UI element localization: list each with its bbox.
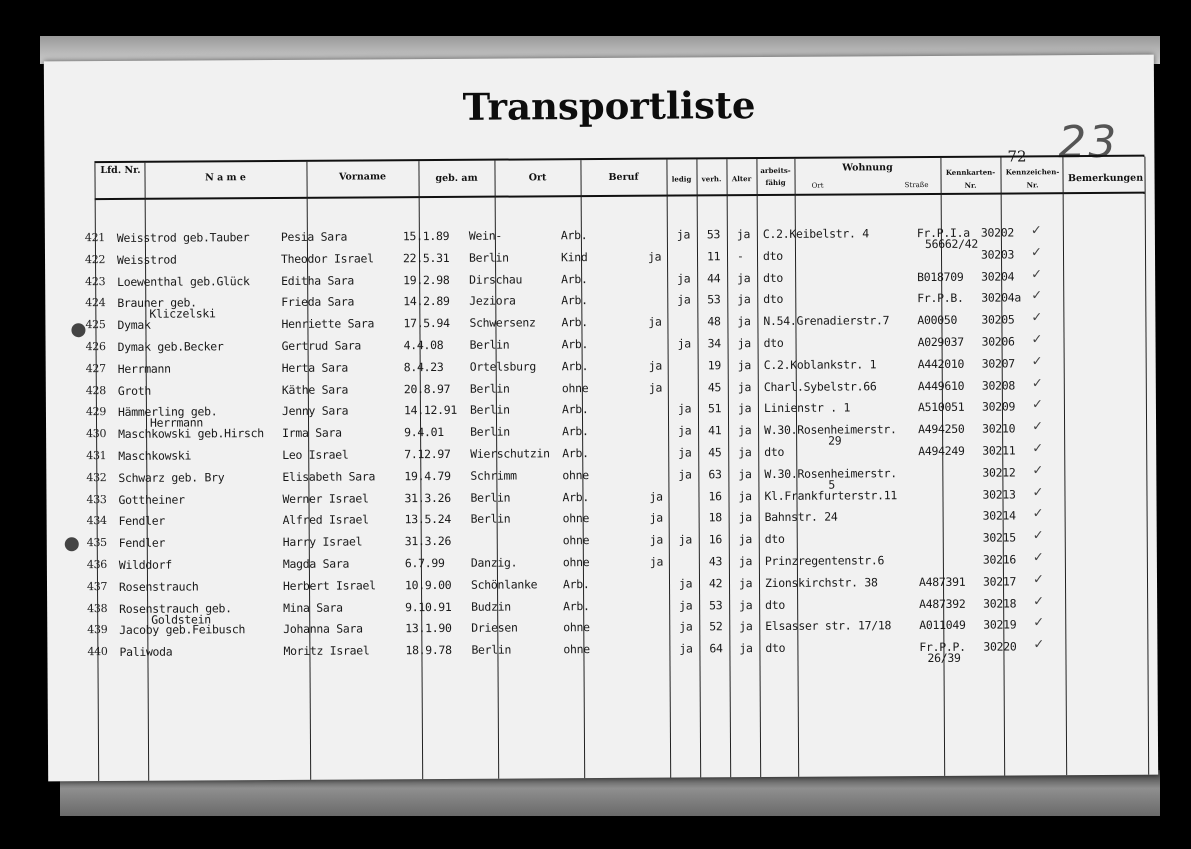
wohnung-cell: dto bbox=[764, 532, 785, 547]
wohnung-cell: dto bbox=[762, 248, 783, 263]
ort-cell: Berlin bbox=[470, 511, 511, 527]
beruf-cell: ohne bbox=[562, 533, 590, 548]
beruf-cell: ohne bbox=[562, 467, 589, 483]
row-number: 430 bbox=[86, 427, 107, 441]
arbeitsfaehig-cell: ja bbox=[738, 554, 753, 569]
name-cell: Loewenthal geb.Glück bbox=[117, 273, 250, 289]
geb-am-cell: 10.9.00 bbox=[404, 577, 452, 592]
arbeitsfaehig-cell: ja bbox=[738, 423, 752, 438]
kennzeichen-cell: 30215 bbox=[982, 530, 1016, 545]
kennkarten-cell: A029037 bbox=[917, 334, 964, 350]
ort-cell: Danzig. bbox=[470, 555, 518, 570]
arbeitsfaehig-cell: ja bbox=[738, 532, 753, 547]
ort-cell: Schrimm bbox=[470, 468, 517, 483]
name-cell: Maschkowski bbox=[118, 448, 192, 463]
kennzeichen-cell: 30204a bbox=[981, 290, 1022, 306]
row-number: 439 bbox=[87, 623, 108, 637]
row-number: 426 bbox=[85, 340, 106, 354]
check-mark-icon: ✓ bbox=[1031, 397, 1043, 413]
name-cell-cont: Kliczelski bbox=[149, 306, 216, 322]
geb-am-cell: 17.5.94 bbox=[403, 316, 450, 331]
geb-am-cell: 31.3.26 bbox=[404, 534, 452, 549]
beruf-cell: Arb. bbox=[561, 402, 589, 417]
row-number: 431 bbox=[86, 449, 107, 463]
kennkarten-cell: B018709 bbox=[917, 269, 964, 284]
vorname-cell: Käthe Sara bbox=[281, 382, 349, 397]
check-mark-icon: ✓ bbox=[1032, 550, 1044, 566]
wohnung-cell: Bahnstr. 24 bbox=[764, 509, 838, 525]
vorname-cell: Herbert Israel bbox=[282, 578, 376, 593]
check-mark-icon: ✓ bbox=[1032, 419, 1044, 435]
column-divider bbox=[756, 159, 761, 777]
kennkarten-cell: A487392 bbox=[919, 596, 966, 611]
table-top-rule bbox=[94, 155, 1144, 163]
geb-am-cell: 18.9.78 bbox=[405, 643, 452, 658]
vorname-cell: Editha Sara bbox=[281, 273, 355, 288]
name-cell: Fendler bbox=[118, 514, 166, 529]
row-number: 433 bbox=[86, 492, 107, 506]
ledig-cell: ja bbox=[649, 532, 664, 547]
vorname-cell: Gertrud Sara bbox=[281, 338, 362, 353]
verh-cell: ja bbox=[678, 467, 692, 482]
name-cell: Rosenstrauch geb. bbox=[119, 600, 232, 616]
kennzeichen-cell: 30203 bbox=[980, 247, 1015, 262]
ledig-cell: ja bbox=[648, 314, 662, 329]
arbeitsfaehig-cell: ja bbox=[739, 597, 753, 612]
alter-cell: 42 bbox=[708, 576, 723, 591]
alter-cell: 11 bbox=[706, 249, 721, 264]
alter-cell: 34 bbox=[707, 336, 721, 351]
geb-am-cell: 19.2.98 bbox=[403, 272, 450, 287]
name-cell: Hämmerling geb. bbox=[117, 404, 218, 420]
header-geb-am: geb. am bbox=[435, 172, 478, 185]
row-number: 428 bbox=[85, 383, 106, 397]
vorname-cell: Irma Sara bbox=[282, 425, 342, 441]
kennzeichen-cell: 30204 bbox=[981, 269, 1015, 284]
alter-cell: 51 bbox=[707, 401, 722, 416]
beruf-cell: Arb. bbox=[560, 228, 588, 243]
geb-am-cell: 19.4.79 bbox=[404, 468, 451, 483]
kennkarten-cell: A011049 bbox=[919, 618, 966, 633]
wohnung-cell: dto bbox=[765, 597, 786, 612]
wohnung-cell: C.2.Keibelstr. 4 bbox=[762, 226, 869, 242]
arbeitsfaehig-cell: ja bbox=[737, 292, 751, 307]
name-cell: Paliwoda bbox=[119, 644, 173, 660]
page-number: 72 bbox=[1007, 147, 1027, 166]
header-kennzeichen-nr: Kennzeichen-Nr. bbox=[1005, 167, 1060, 190]
vorname-cell: Johanna Sara bbox=[283, 621, 363, 637]
column-divider bbox=[1144, 157, 1149, 775]
header-ledig: ledig bbox=[671, 174, 692, 184]
ort-cell: Berlin bbox=[471, 642, 512, 657]
header-alter: Alter bbox=[731, 174, 752, 184]
ort-cell: Wierschutzin bbox=[470, 446, 550, 461]
ort-cell: Dirschau bbox=[469, 272, 523, 287]
wohnung-cell: Linienstr . 1 bbox=[763, 400, 851, 416]
vorname-cell: Theodor Israel bbox=[280, 251, 374, 266]
wohnung-cell: dto bbox=[763, 270, 784, 285]
arbeitsfaehig-cell: ja bbox=[739, 619, 753, 634]
vorname-cell: Leo Israel bbox=[282, 447, 349, 462]
kennkarten-cell: A00050 bbox=[917, 313, 958, 328]
ort-cell: Berlin bbox=[470, 490, 511, 505]
beruf-cell: ohne bbox=[561, 380, 589, 395]
wohnung-cell: Zionskirchstr. 38 bbox=[764, 575, 878, 590]
ort-cell: Berlin bbox=[469, 381, 510, 396]
kennzeichen-cell: 30209 bbox=[981, 399, 1016, 415]
kennkarten-cell: A487391 bbox=[918, 574, 966, 589]
name-cell: Groth bbox=[117, 383, 151, 398]
vorname-cell: Frieda Sara bbox=[281, 294, 355, 310]
header-beruf: Beruf bbox=[608, 171, 639, 183]
alter-cell: 64 bbox=[709, 641, 723, 656]
wohnung-cell: N.54.Grenadierstr.7 bbox=[763, 313, 890, 329]
geb-am-cell: 9.4.01 bbox=[404, 425, 444, 440]
name-cell-cont: Herrmann bbox=[149, 415, 204, 431]
ort-cell: Berlin bbox=[469, 402, 510, 418]
check-mark-icon: ✓ bbox=[1032, 463, 1044, 479]
name-cell: Herrmann bbox=[117, 361, 171, 376]
ort-cell: Budzin bbox=[471, 599, 511, 614]
kennzeichen-cell: 30220 bbox=[983, 639, 1017, 654]
beruf-cell: ohne bbox=[562, 555, 590, 570]
kennkarten-cell: Fr.P.I.a bbox=[916, 225, 970, 241]
geb-am-cell: 13.5.24 bbox=[404, 512, 452, 527]
geb-am-cell: 7.12.97 bbox=[404, 446, 451, 462]
arbeitsfaehig-cell: ja bbox=[737, 401, 752, 416]
wohnung-cell: W.30.Rosenheimerstr. bbox=[764, 422, 897, 438]
geb-am-cell: 31.3.26 bbox=[404, 490, 451, 505]
name-cell: Rosenstrauch bbox=[118, 579, 199, 594]
row-number: 422 bbox=[84, 252, 106, 266]
header-verh: verh. bbox=[701, 174, 722, 184]
name-cell: Schwarz geb. Bry bbox=[118, 470, 225, 485]
alter-cell: 52 bbox=[709, 619, 723, 634]
ort-cell: Berlin bbox=[470, 424, 510, 439]
wohnung-cell: dto bbox=[763, 292, 784, 307]
kennzeichen-cell: 30202 bbox=[980, 225, 1015, 240]
kennzeichen-cell: 30211 bbox=[982, 443, 1016, 458]
check-mark-icon: ✓ bbox=[1031, 288, 1043, 304]
beruf-cell: Arb. bbox=[561, 315, 588, 330]
wohnung-cell: dto bbox=[763, 335, 784, 351]
beruf-cell: Arb. bbox=[562, 489, 590, 504]
column-divider bbox=[726, 159, 731, 777]
beruf-cell: Arb. bbox=[563, 598, 590, 613]
arbeitsfaehig-cell: ja bbox=[737, 270, 751, 285]
check-mark-icon: ✓ bbox=[1033, 593, 1045, 609]
header-vorname: Vorname bbox=[338, 171, 387, 183]
geb-am-cell: 8.4.23 bbox=[403, 359, 444, 375]
vorname-cell: Herta Sara bbox=[281, 360, 348, 375]
check-mark-icon: ✓ bbox=[1031, 354, 1043, 370]
check-mark-icon: ✓ bbox=[1031, 310, 1043, 326]
alter-cell: 43 bbox=[708, 554, 723, 569]
name-cell: Dymak bbox=[117, 317, 151, 333]
row-number: 440 bbox=[87, 645, 108, 659]
name-cell: Weisstrod bbox=[116, 252, 177, 267]
ort-cell: Jeziora bbox=[469, 293, 516, 309]
wohnung-cell-cont: 29 bbox=[828, 433, 842, 448]
punch-hole bbox=[65, 537, 79, 551]
arbeitsfaehig-cell: ja bbox=[738, 466, 752, 481]
geb-am-cell: 14.12.91 bbox=[403, 403, 457, 418]
row-number: 438 bbox=[87, 601, 108, 615]
handwritten-number: 23 bbox=[1058, 116, 1119, 169]
header-bemerkungen: Bemerkungen bbox=[1067, 172, 1144, 185]
alter-cell: 48 bbox=[707, 314, 721, 329]
check-mark-icon: ✓ bbox=[1030, 245, 1042, 261]
alter-cell: 19 bbox=[707, 358, 721, 373]
beruf-cell: ohne bbox=[563, 642, 590, 657]
beruf-cell: Kind bbox=[560, 249, 588, 265]
arbeitsfaehig-cell: ja bbox=[737, 379, 752, 394]
check-mark-icon: ✓ bbox=[1031, 332, 1043, 348]
wohnung-cell: C.2.Koblankstr. 1 bbox=[763, 357, 877, 372]
ledig-cell: ja bbox=[649, 489, 663, 504]
ort-cell: Berlin bbox=[468, 250, 509, 265]
check-mark-icon: ✓ bbox=[1033, 615, 1045, 631]
name-cell: Dymak geb.Becker bbox=[117, 339, 224, 354]
check-mark-icon: ✓ bbox=[1032, 572, 1044, 588]
row-number: 432 bbox=[86, 470, 107, 484]
row-number: 423 bbox=[85, 274, 106, 288]
kennkarten-cell-cont: 26/39 bbox=[927, 650, 961, 666]
vorname-cell: Pesia Sara bbox=[280, 229, 348, 244]
arbeitsfaehig-cell: ja bbox=[737, 336, 751, 351]
vorname-cell: Magda Sara bbox=[282, 556, 350, 571]
arbeitsfaehig-cell: ja bbox=[738, 488, 752, 503]
ledig-cell: ja bbox=[648, 358, 662, 373]
ledig-cell: ja bbox=[648, 380, 663, 395]
vorname-cell: Alfred Israel bbox=[282, 512, 369, 528]
row-number: 427 bbox=[85, 361, 106, 375]
arbeitsfaehig-cell: ja bbox=[737, 357, 751, 372]
header-arbeitsfaehig: arbeits-fähig bbox=[760, 165, 791, 187]
alter-cell: 53 bbox=[709, 597, 723, 612]
arbeitsfaehig-cell: ja bbox=[736, 227, 751, 242]
ort-cell: Ortelsburg bbox=[469, 359, 536, 374]
verh-cell: ja bbox=[679, 619, 693, 634]
kennzeichen-cell: 30218 bbox=[983, 596, 1017, 611]
check-mark-icon: ✓ bbox=[1032, 528, 1044, 544]
ort-cell: Schönlanke bbox=[470, 577, 538, 592]
vorname-cell: Moritz Israel bbox=[283, 643, 370, 659]
kennzeichen-cell: 30216 bbox=[982, 552, 1017, 567]
kennkarten-cell: A510051 bbox=[917, 400, 965, 415]
alter-cell: 16 bbox=[708, 532, 723, 547]
arbeitsfaehig-cell: ja bbox=[737, 314, 751, 329]
kennzeichen-cell: 30205 bbox=[981, 312, 1015, 327]
alter-cell: 41 bbox=[708, 423, 722, 438]
kennzeichen-cell: 30212 bbox=[982, 465, 1016, 480]
name-cell: Jacoby geb.Feibusch bbox=[119, 622, 246, 638]
page-title: Transportliste bbox=[462, 83, 756, 129]
vorname-cell: Mina Sara bbox=[283, 600, 343, 615]
name-cell: Brauner geb. bbox=[117, 295, 197, 311]
wohnung-cell: Charl.Sybelstr.66 bbox=[763, 378, 877, 394]
ledig-cell: ja bbox=[649, 511, 663, 526]
arbeitsfaehig-cell: ja bbox=[738, 575, 753, 590]
beruf-cell: Arb. bbox=[561, 293, 588, 308]
arbeitsfaehig-cell: - bbox=[736, 248, 744, 263]
verh-cell: ja bbox=[678, 445, 692, 460]
column-divider bbox=[696, 159, 701, 777]
row-number: 436 bbox=[86, 558, 108, 572]
beruf-cell: Arb. bbox=[561, 271, 588, 286]
verh-cell: ja bbox=[678, 423, 692, 438]
punch-hole bbox=[71, 323, 85, 337]
arbeitsfaehig-cell: ja bbox=[738, 510, 752, 525]
ort-cell: Wein- bbox=[468, 228, 503, 243]
row-number: 437 bbox=[86, 579, 108, 593]
beruf-cell: ohne bbox=[562, 511, 590, 526]
geb-am-cell: 4.4.08 bbox=[403, 337, 444, 353]
geb-am-cell: 20.8.97 bbox=[403, 381, 451, 396]
row-number: 424 bbox=[85, 296, 106, 310]
check-mark-icon: ✓ bbox=[1030, 223, 1042, 239]
name-cell: Weisstrod geb.Tauber bbox=[116, 230, 250, 245]
beruf-cell: Arb. bbox=[562, 576, 590, 592]
arbeitsfaehig-cell: ja bbox=[739, 641, 753, 656]
kennzeichen-cell: 30213 bbox=[982, 487, 1016, 502]
column-divider bbox=[666, 160, 671, 778]
header-wohnung-ort: Ort bbox=[811, 181, 824, 190]
wohnung-cell-cont: 5 bbox=[828, 477, 836, 492]
geb-am-cell: 14.2.89 bbox=[403, 294, 450, 309]
name-cell: Maschkowski geb.Hirsch bbox=[118, 426, 264, 442]
header-wohnung: Wohnung bbox=[842, 162, 893, 174]
ort-cell: Berlin bbox=[469, 337, 510, 352]
kennkarten-cell: A494250 bbox=[918, 421, 965, 437]
ort-cell: Driesen bbox=[471, 620, 518, 636]
verh-cell: ja bbox=[679, 641, 693, 656]
alter-cell: 45 bbox=[707, 379, 722, 394]
wohnung-cell: dto bbox=[765, 641, 786, 656]
verh-cell: ja bbox=[677, 271, 691, 286]
vorname-cell: Werner Israel bbox=[282, 491, 369, 506]
verh-cell: ja bbox=[677, 401, 692, 416]
check-mark-icon: ✓ bbox=[1032, 506, 1044, 522]
wohnung-cell: Prinzregentenstr.6 bbox=[764, 553, 885, 569]
geb-am-cell: 22.5.31 bbox=[402, 250, 450, 266]
name-cell: Fendler bbox=[118, 535, 166, 551]
kennzeichen-cell: 30206 bbox=[981, 334, 1015, 349]
header-kennkarten-nr: Kennkarten-Nr. bbox=[945, 167, 996, 190]
beruf-cell: Arb. bbox=[562, 446, 589, 461]
row-number: 425 bbox=[85, 318, 106, 332]
verh-cell: ja bbox=[679, 598, 693, 613]
check-mark-icon: ✓ bbox=[1031, 266, 1043, 282]
check-mark-icon: ✓ bbox=[1032, 484, 1044, 500]
header-lfd-nr: Lfd. Nr. bbox=[100, 164, 141, 177]
beruf-cell: Arb. bbox=[561, 337, 589, 352]
ort-cell: Schwersenz bbox=[469, 315, 536, 330]
kennkarten-cell-cont: 56662/42 bbox=[924, 236, 978, 252]
verh-cell: ja bbox=[677, 292, 691, 307]
wohnung-cell: W.30.Rosenheimerstr. bbox=[764, 465, 897, 481]
name-cell: Wilddorf bbox=[118, 557, 172, 572]
name-cell-cont: Goldstein bbox=[151, 611, 211, 627]
kennkarten-cell: Fr.P.P. bbox=[919, 639, 966, 655]
kennzeichen-cell: 30214 bbox=[982, 508, 1016, 524]
header-name: N a m e bbox=[205, 172, 246, 184]
geb-am-cell: 13.1.90 bbox=[405, 621, 452, 636]
alter-cell: 63 bbox=[708, 467, 722, 482]
kennzeichen-cell: 30217 bbox=[982, 574, 1017, 589]
row-number: 434 bbox=[86, 514, 107, 528]
kennkarten-cell: A442010 bbox=[917, 356, 965, 371]
kennzeichen-cell: 30210 bbox=[982, 421, 1016, 436]
geb-am-cell: 9.10.91 bbox=[405, 599, 452, 614]
row-number: 435 bbox=[86, 536, 107, 550]
kennkarten-cell: A494249 bbox=[918, 443, 965, 459]
transport-list-sheet bbox=[44, 55, 1158, 782]
name-cell: Gottheiner bbox=[118, 492, 185, 507]
ledig-cell: ja bbox=[647, 249, 662, 264]
header-bottom-rule bbox=[95, 192, 1145, 200]
wohnung-cell: dto bbox=[764, 444, 785, 460]
vorname-cell: Harry Israel bbox=[282, 534, 363, 550]
geb-am-cell: 15.1.89 bbox=[402, 228, 450, 244]
column-divider bbox=[1062, 157, 1067, 775]
kennkarten-cell: Fr.P.B. bbox=[917, 291, 964, 306]
alter-cell: 53 bbox=[706, 227, 721, 242]
alter-cell: 44 bbox=[707, 270, 721, 285]
wohnung-cell: Elsasser str. 17/18 bbox=[765, 618, 892, 634]
ledig-cell: ja bbox=[649, 554, 664, 569]
alter-cell: 18 bbox=[708, 510, 722, 525]
verh-cell: ja bbox=[677, 336, 691, 351]
kennzeichen-cell: 30219 bbox=[983, 617, 1017, 633]
verh-cell: ja bbox=[678, 576, 693, 591]
header-wohnung-strasse: Straße bbox=[904, 180, 929, 190]
beruf-cell: Arb. bbox=[561, 358, 589, 374]
beruf-cell: Arb. bbox=[562, 424, 589, 439]
alter-cell: 53 bbox=[707, 292, 721, 307]
check-mark-icon: ✓ bbox=[1032, 441, 1044, 457]
kennzeichen-cell: 30207 bbox=[981, 356, 1015, 371]
row-number: 429 bbox=[85, 405, 107, 419]
kennzeichen-cell: 30208 bbox=[981, 378, 1015, 393]
kennkarten-cell: A449610 bbox=[917, 378, 965, 393]
alter-cell: 45 bbox=[708, 445, 722, 460]
check-mark-icon: ✓ bbox=[1031, 375, 1043, 391]
check-mark-icon: ✓ bbox=[1033, 637, 1045, 653]
beruf-cell: ohne bbox=[563, 620, 590, 635]
header-ort: Ort bbox=[528, 172, 547, 184]
wohnung-cell: Kl.Frankfurterstr.11 bbox=[764, 487, 898, 503]
vorname-cell: Elisabeth Sara bbox=[282, 469, 376, 484]
row-number: 421 bbox=[84, 231, 106, 245]
verh-cell: ja bbox=[678, 532, 693, 547]
alter-cell: 16 bbox=[708, 488, 722, 503]
verh-cell: ja bbox=[676, 227, 691, 242]
vorname-cell: Henriette Sara bbox=[281, 316, 375, 332]
geb-am-cell: 6.7.99 bbox=[404, 555, 445, 571]
vorname-cell: Jenny Sara bbox=[281, 403, 349, 419]
arbeitsfaehig-cell: ja bbox=[738, 445, 752, 460]
